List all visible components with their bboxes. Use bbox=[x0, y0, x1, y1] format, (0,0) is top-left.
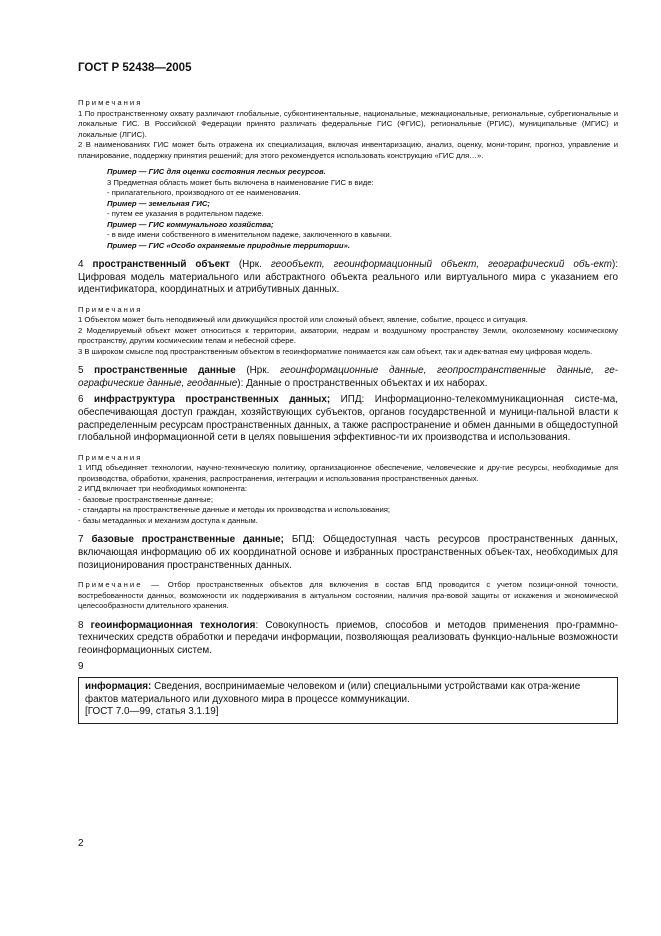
notes-label: Примечания bbox=[78, 304, 143, 314]
note-item: 1 ИПД объединяет технологии, научно-техническую политику, организационное обеспечение, человеческие и дру-гие ресурсы, необходимые для производства, обработки, хранения, распространения, интеграции и использования пространственных данных. bbox=[78, 463, 618, 483]
note-text: Отбор пространственных объектов для включения в состав БПД проводится с учетом позици-онной точности, востребованности данных, возможности их поддерживания в актуальном состоянии, наличия пра-вовой защиты от искажения и экономической целесообразности длительного хранения. bbox=[78, 580, 618, 611]
notes-label: Примечания bbox=[78, 98, 143, 107]
note-item: 1 Объектом может быть неподвижный или движущийся простой или сложный объект, явление, событие, процесс и ситуация. bbox=[78, 315, 528, 325]
example-text: Пример — ГИС «Особо охраняемые природные территории». bbox=[107, 240, 351, 250]
note-dash-item: - прилагательного, производного от ее наименования. bbox=[107, 188, 301, 197]
example-text: Пример — земельная ГИС; bbox=[107, 198, 210, 208]
notes-block-3 bbox=[78, 453, 618, 527]
term-synonyms: геообъект, геоинформационный объект, географический объ-ект bbox=[270, 259, 612, 270]
note-item: 1 По пространственному охвату различают глобальные, субконтинентальные, национальные, межнациональные, региональные, субрегиональные и локальные ГИС. В Российской Федерации принято различать федеральные ГИС (ФГИС), региональные (РГИС), муниципальные (МГИС) и локальные (ЛГИС). bbox=[78, 108, 618, 139]
term-name: геоинформационная технология bbox=[90, 619, 256, 631]
term-note-close: ): bbox=[611, 259, 619, 270]
example-text: Пример — ГИС для оценки состояния лесных ресурсов. bbox=[107, 167, 326, 176]
term-number-9: 9 bbox=[78, 661, 84, 673]
note-item: 2 Моделируемый объект может относиться к территории, акватории, недрам и воздушному пространству Земли, околоземному космическому пространству, другим космическим телам и небесной сфере. bbox=[78, 325, 618, 346]
term-note-open: (Нрк. bbox=[238, 259, 262, 270]
term-name: пространственные данные bbox=[94, 365, 236, 377]
term-name: базовые пространственные данные; bbox=[91, 534, 284, 546]
term-name: инфраструктура пространственных данных; bbox=[94, 394, 331, 406]
term-definition: Сведения, воспринимаемые человеком и (или) специальными устройствами как отра-жение фактов материального или духовного мира в процессе коммуникации. bbox=[85, 681, 581, 705]
term-entry-5 bbox=[78, 365, 618, 390]
term-note-close: ): bbox=[237, 377, 244, 389]
term-entry-7 bbox=[78, 534, 618, 572]
term-definition: Цифровая модель материального или абстрактного объекта реального или виртуального мира с указанием его идентификатора, координатных и атрибутивных данных. bbox=[78, 271, 618, 296]
notes-block-2 bbox=[78, 305, 618, 358]
term-entry-8 bbox=[78, 620, 618, 658]
example-text: Пример — ГИС коммунального хозяйства; bbox=[107, 219, 274, 229]
term-definition: Информационно-телекоммуникационная систе-ма, обеспечивающая доступ граждан, хозяйствующих субъектов, органов государственной и муници-пальной власти к распределенным ресурсам пространственных данных, а также распространение и обмен данными в общедоступной глобальной информационной сети в целях повышения эффективнос-ти их производства и использования. bbox=[78, 394, 618, 444]
term-entry-4 bbox=[78, 259, 618, 297]
term-number: 5 bbox=[78, 365, 84, 377]
note-dash-item: - базовые пространственные данные; bbox=[78, 494, 213, 504]
term-definition: Данные о пространственных объектах и их наборах. bbox=[246, 377, 488, 389]
term-note-open: (Нрк. bbox=[246, 365, 270, 377]
note-single bbox=[78, 580, 618, 612]
term-definition: Общедоступная часть ресурсов пространственных данных, включающая информацию об их координатной основе и избранных пространственных объек-тах, необходимых для позиционирования пространственных данных. bbox=[78, 534, 619, 571]
note-dash-item: - в виде имени собственного в именительном падеже, заключенного в кавычки. bbox=[107, 230, 392, 239]
page-content bbox=[78, 62, 618, 724]
term-name: пространственный объект bbox=[92, 259, 230, 270]
term-name: информация: bbox=[85, 681, 152, 692]
term-number: 6 bbox=[78, 394, 84, 406]
term-abbreviation: БПД: bbox=[291, 534, 315, 546]
term-number: 7 bbox=[78, 534, 84, 546]
term-number: 8 bbox=[78, 619, 84, 631]
note-item: 2 ИПД включает три необходимых компонента: bbox=[78, 484, 248, 494]
document-header: ГОСТ Р 52438—2005 bbox=[78, 62, 192, 74]
note-item: 3 В широком смысле под пространственным объектом в геоинформатике понимается как сам объект, так и адек-ватная ему цифровая модель. bbox=[78, 346, 593, 356]
note-dash-item: - путем ее указания в родительном падеже. bbox=[107, 209, 264, 218]
note-item: 2 В наименованиях ГИС может быть отражена их специализация, включая инвентаризацию, анализ, оценку, мони-торинг, прогноз, управление и планирование, поддержку принятия решений; для этого рекомендуется использовать конструкцию «ГИС для…». bbox=[78, 140, 618, 160]
term-box-9 bbox=[78, 677, 618, 724]
notes-label: Примечания bbox=[78, 452, 143, 462]
term-abbreviation: ИПД: bbox=[340, 394, 365, 406]
term-reference: [ГОСТ 7.0—99, статья 3.1.19] bbox=[85, 706, 219, 718]
note-item: 3 Предметная область может быть включена в наименование ГИС в виде: bbox=[107, 177, 374, 187]
term-entry-6 bbox=[78, 394, 618, 444]
notes-block-1 bbox=[78, 98, 618, 251]
note-dash-item: - стандарты на пространственные данные и методы их производства и использования; bbox=[78, 505, 391, 515]
page-number: 2 bbox=[78, 838, 84, 849]
term-definition: : Совокупность приемов, способов и методов применения про-граммно-технических средств обработки и передачи информации, позволяющая реализовать функцио-нальные возможности геоинформационных систем. bbox=[78, 619, 618, 656]
term-synonyms: геоинформационные данные, геопространственные данные, ге-ографические данные, геоданные bbox=[78, 365, 618, 389]
term-number: 4 bbox=[78, 259, 84, 270]
note-dash-item: - базы метаданных и механизм доступа к данным. bbox=[78, 515, 258, 525]
note-label: Примечание — bbox=[78, 580, 161, 590]
